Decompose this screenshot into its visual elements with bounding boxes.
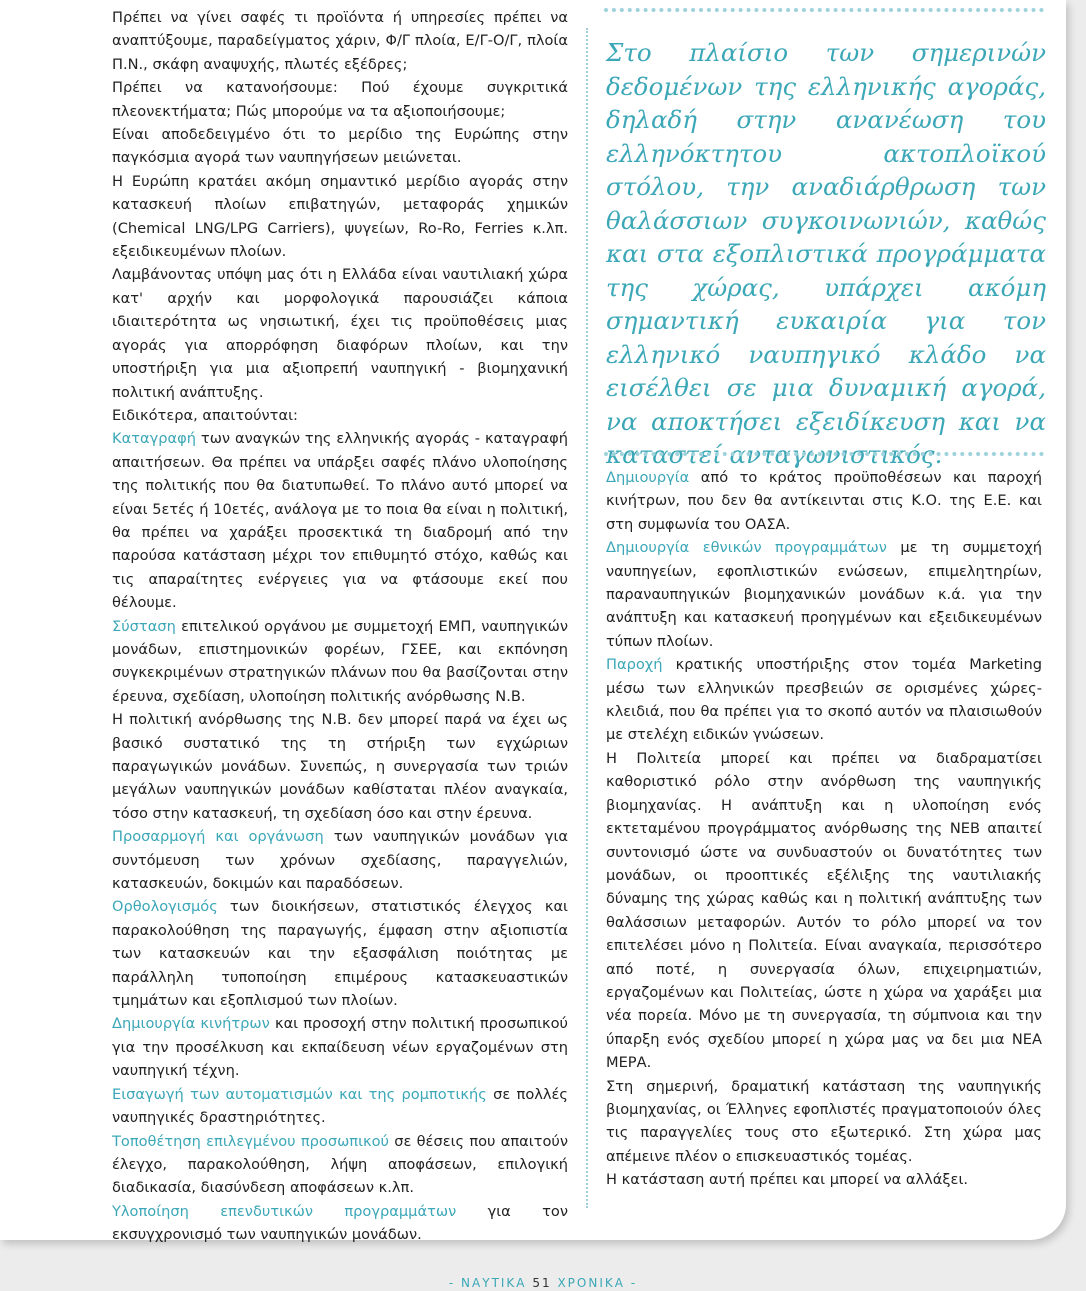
highlight-term: Προσαρμογή και οργάνωση <box>112 828 324 846</box>
paragraph: Προσαρμογή και οργάνωση των ναυπηγικών μονάδων για συντόμευση των χρόνων σχεδίασης, παραγγελιών, κατασκευών, δοκιμών και παραδόσεων. <box>112 828 569 893</box>
highlight-term: Υλοποίηση επενδυτικών προγραμμάτων <box>112 1202 457 1220</box>
paragraph: Υλοποίηση επενδυτικών προγραμμάτων για τον εκσυγχρονισμό των ναυπηγικών μονάδων. <box>112 1202 569 1244</box>
paragraph: Η πολιτική ανόρθωσης της Ν.Β. δεν μπορεί παρά να έχει ως βασικό συστατικό της τη στήριξη των εγχώριων παραγωγικών μονάδων. Συνεπώς, η συνεργασία των τριών μεγάλων ναυπηγικών μονάδων καθίσταται πλέον αναγκαία, τόσο στην κατασκευή, τη σχεδίαση όσο και στην έρευνα. <box>112 711 568 822</box>
paragraph: Λαμβάνοντας υπόψη μας ότι η Ελλάδα είναι ναυτιλιακή χώρα κατ' αρχήν και μορφολογικά παρουσιάζει κάποια ιδιαιτερότητα ως νησιωτική, έχει τις προϋποθέσεις μιας αγοράς για απορρόφηση διαφόρων πλοίων, και την υποστήριξη για μια αξιοπρεπή ναυπηγική - βιομηχανική πολιτική ανάπτυξης. <box>112 266 568 401</box>
highlight-term: Καταγραφή <box>112 430 196 448</box>
paragraph: Η Πολιτεία μπορεί και πρέπει να διαδραματίσει καθοριστικό ρόλο στην ανόρθωση της ναυπηγικής βιομηχανίας. Η ανάπτυξη και η υλοποίηση ενός εκτεταμένου προγράμματος ανόρθωσης της ΝΕΒ απαιτεί συντονισμό ώστε να συνδυαστούν οι δυνατότητες των μονάδων, οι προοπτικές εξέλιξης της ναυτιλιακής δύναμης της χώρας καθώς και η πολιτική ανάπτυξης των θαλάσσιων μεταφορών. Αυτόν το ρόλο μπορεί να τον επιτελέσει μόνο η Πολιτεία. Είναι αναγκαία, περισσότερο από ποτέ, η συνεργασία όλων, επιχειρηματιών, εργαζομένων και Πολιτείας, ώστε η χώρα να χαράξει μια νέα πορεία. Μόνο με τη συνεργασία, τη σύμπνοια και την ύπαρξη ενός σχεδίου μπορεί η χώρα μας να δει μια ΝΕΑ ΜΕΡΑ. <box>606 749 1042 1072</box>
paragraph: Ειδικότερα, απαιτούνται: <box>112 406 298 424</box>
paragraph: Στη σημερινή, δραματική κατάσταση της ναυπηγικής βιομηχανίας, οι Έλληνες εφοπλιστές πραγματοποιούν όλες τις παραγγελίες τους στο εξωτερικό. Στη χώρα μας απέμεινε πλέον ο επισκευαστικός τομέας. <box>606 1077 1042 1165</box>
paragraph: Δημιουργία κινήτρων και προσοχή στην πολιτική προσωπικού για την προσέλκυση και εκπαίδευση νέων εργαζομένων στη ναυπηγική τέχνη. <box>112 1015 569 1080</box>
highlight-term: Δημιουργία εθνικών προγραμμάτων <box>606 539 887 557</box>
paragraph: Η κατάσταση αυτή πρέπει και μπορεί να αλλάξει. <box>606 1171 969 1189</box>
highlight-term: Εισαγωγή των αυτοματισμών και της ρομποτικής <box>112 1085 487 1103</box>
highlight-term: Παροχή <box>606 656 663 674</box>
paragraph: Η Ευρώπη κρατάει ακόμη σημαντικό μερίδιο αγοράς στην κατασκευή πλοίων επιβατηγών, μεταφοράς χημικών (Chemical LNG/LPG Carriers), ψυγείων, Ro-Ro, Ferries κ.λπ. εξειδικευμένων πλοίων. <box>112 172 568 261</box>
right-column <box>606 466 1042 1192</box>
paragraph: Καταγραφή των αναγκών της ελληνικής αγοράς - καταγραφή απαιτήσεων. Θα πρέπει να υπάρξει σαφές πλάνο υλοποίησης της πολιτικής που θα διατυπωθεί. Το πλάνο αυτό μπορεί να είναι 5ετές ή 10ετές, ανάλογα με το ποια θα είναι η πολιτική, θα πρέπει να χαράξει προσεκτικά τη διαδρομή από την παρούσα κατάσταση μέχρι τον επιθυμητό στόχο, καθώς και τις απαραίτητες ενέργειες για να φτάσουμε εκεί που θέλουμε. <box>112 430 568 612</box>
column-divider <box>586 28 588 1208</box>
highlight-term: Δημιουργία κινήτρων <box>112 1015 270 1033</box>
paragraph: Πρέπει να κατανοήσουμε: Πού έχουμε συγκριτικά πλεονεκτήματα; Πώς μπορούμε να τα αξιοποιήσουμε; <box>112 79 568 120</box>
left-column <box>112 6 568 1247</box>
paragraph: Τοποθέτηση επιλεγμένου προσωπικού σε θέσεις που απαιτούν έλεγχο, παρακολούθηση, λήψη αποφάσεων, επιλογική διαδικασία, διασύνδεση αποφάσεων κ.λπ. <box>112 1132 568 1197</box>
highlight-term: Τοποθέτηση επιλεγμένου προσωπικού <box>112 1132 390 1150</box>
footer-suffix: ΧΡΟΝΙΚΑ - <box>557 1276 638 1290</box>
paragraph: Ορθολογισμός των διοικήσεων, στατιστικός έλεγχος και παρακολούθηση της παραγωγής, έμφαση στην αξιοπιστία των κατασκευών και την εξασφάλιση ποιότητας με παράλληλη τυποποίηση επιμέρους κατασκευαστικών τμημάτων και εξοπλισμού των πλοίων. <box>112 898 568 1010</box>
paragraph: Πρέπει να γίνει σαφές τι προϊόντα ή υπηρεσίες πρέπει να αναπτύξουμε, παραδείγματος χάριν, Φ/Γ πλοία, Ε/Γ-Ο/Γ, πλοία Π.Ν., σκάφη αναψυχής, πλωτές εξέδρες; <box>112 9 568 73</box>
paragraph: Παροχή κρατικής υποστήριξης στον τομέα Marketing μέσω των ελληνικών πρεσβειών σε ορισμένες χώρες-κλειδιά, που θα πρέπει για το σκοπό αυτόν να πλαισιωθούν με στελέχη ειδικών γνώσεων. <box>606 656 1042 744</box>
page-number: 51 <box>532 1276 552 1290</box>
highlight-term: Σύσταση <box>112 617 176 635</box>
paragraph: Εισαγωγή των αυτοματισμών και της ρομποτικής σε πολλές ναυπηγικές δραστηριότητες. <box>112 1085 568 1127</box>
paragraph: Είναι αποδεδειγμένο ότι το μερίδιο της Ευρώπης στην παγκόσμια αγορά των ναυπηγήσεων μειώνεται. <box>112 126 568 167</box>
pull-quote: Στο πλαίσιο των σημερινών δεδομένων της ελληνικής αγοράς, δηλαδή στην ανανέωση του ελληνόκτητου ακτοπλοϊκού στόλου, την αναδιάρθρωση των θαλάσσιων συγκοινωνιών, καθώς και στα εξοπλιστικά προγράμματα της χώρας, υπάρχει ακόμη σημαντική ευκαιρία για τον ελληνικό ναυπηγικό κλάδο να εισέλθει σε μια δυναμική αγορά, να αποκτήσει εξειδίκευση και να καταστεί ανταγωνιστικός. <box>606 38 1046 469</box>
highlight-term: Ορθολογισμός <box>112 898 218 916</box>
footer-prefix: - ΝΑΥΤΙΚΑ <box>448 1276 527 1290</box>
paragraph: Δημιουργία από το κράτος προϋποθέσεων και παροχή κινήτρων, που δεν θα αντίκεινται στις Κ.Ο. της Ε.Ε. και στη συμφωνία του ΟΑΣΑ. <box>606 469 1042 533</box>
highlight-term: Δημιουργία <box>606 469 690 486</box>
paragraph: Δημιουργία εθνικών προγραμμάτων με τη συμμετοχή ναυπηγείων, εφοπλιστικών ενώσεων, επιμελητηρίων, παραναυπηγικών βιομηχανικών μονάδων κ.ά. για την ανάπτυξη και κατασκευή προηγμένων και εξειδικευμένων τύπων πλοίων. <box>606 539 1042 650</box>
quote-bottom-divider <box>604 452 1044 456</box>
page-footer <box>0 1276 1086 1290</box>
paragraph: Σύσταση επιτελικού οργάνου με συμμετοχή ΕΜΠ, ναυπηγικών μονάδων, επιστημονικών φορέων, ΓΣΕΕ, και εκπόνηση συγκεκριμένων στρατηγικών πλάνων που θα βασίζονται στην έρευνα, σχεδίαση, υλοποίηση πολιτικής ανόρθωσης Ν.Β. <box>112 617 568 705</box>
quote-top-divider <box>604 8 1044 12</box>
